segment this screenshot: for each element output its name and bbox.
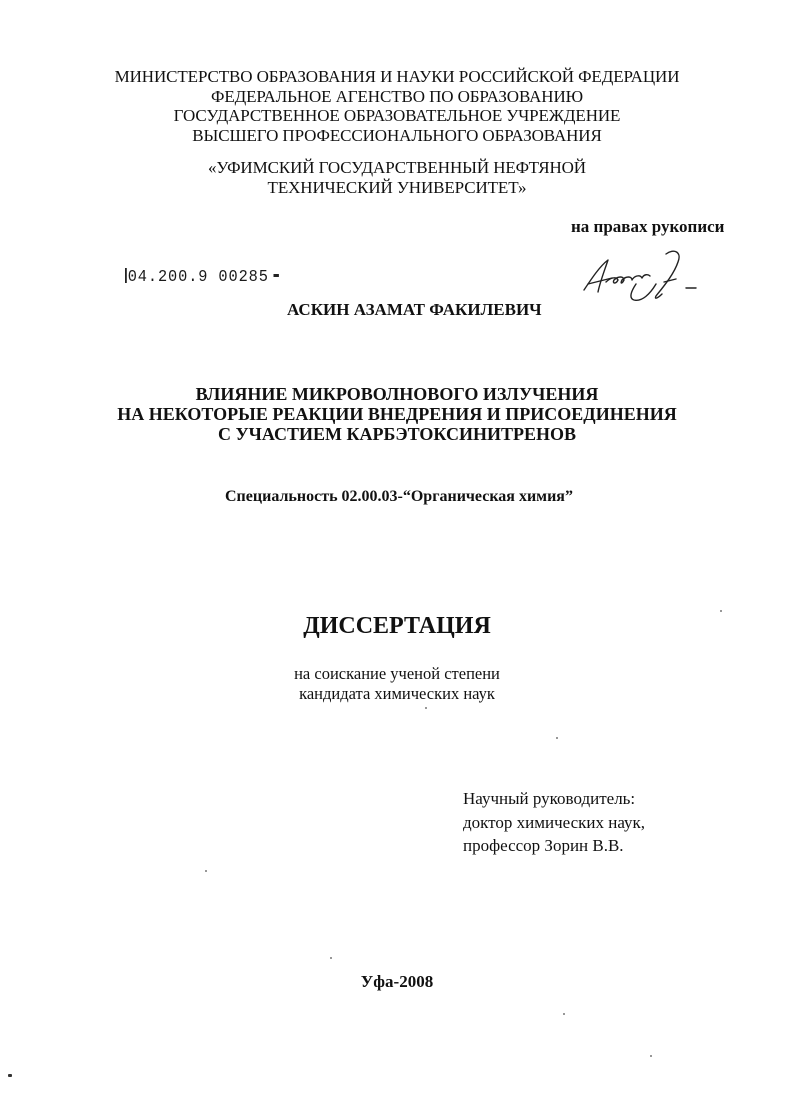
title-line: ВЛИЯНИЕ МИКРОВОЛНОВОГО ИЗЛУЧЕНИЯ	[195, 384, 599, 404]
specialty-line: Специальность 02.00.03-“Органическая химия”	[225, 488, 573, 505]
title-line: НА НЕКОТОРЫЕ РЕАКЦИИ ВНЕДРЕНИЯ И ПРИСОЕДИНЕНИЯ	[117, 404, 677, 424]
header-line: МИНИСТЕРСТВО ОБРАЗОВАНИЯ И НАУКИ РОССИЙСКОЙ ФЕДЕРАЦИИ	[114, 67, 680, 86]
scan-speck	[205, 870, 207, 872]
ministry-header	[0, 67, 794, 145]
stamp-number-text: 04.200.9 00285	[127, 268, 269, 287]
author-name: АСКИН АЗАМАТ ФАКИЛЕВИЧ	[287, 300, 542, 319]
header-line: ФЕДЕРАЛЬНОЕ АГЕНСТВО ПО ОБРАЗОВАНИЮ	[210, 86, 584, 106]
degree-line: на соискание ученой степени	[294, 664, 500, 683]
scan-speck	[563, 1013, 565, 1015]
title-line: С УЧАСТИЕМ КАРБЭТОКСИНИТРЕНОВ	[217, 424, 577, 444]
degree-line: кандидата химических наук	[299, 684, 495, 703]
degree-description	[0, 664, 794, 704]
header-line: ГОСУДАРСТВЕННОЕ ОБРАЗОВАТЕЛЬНОЕ УЧРЕЖДЕНИЕ	[173, 106, 621, 125]
scan-speck	[425, 707, 427, 709]
scan-speck	[650, 1055, 652, 1057]
scientific-supervisor-block	[463, 787, 645, 858]
city-year: Уфа-2008	[360, 972, 434, 991]
document-type-heading: ДИССЕРТАЦИЯ	[303, 613, 491, 639]
stamp-dash-icon	[273, 274, 278, 277]
registration-stamp-number	[125, 268, 279, 287]
scan-speck	[8, 1074, 12, 1077]
scan-speck	[720, 610, 722, 612]
scan-speck	[330, 957, 332, 959]
scan-speck	[556, 737, 558, 739]
supervisor-line: профессор Зорин В.В.	[463, 836, 624, 855]
university-line: ТЕХНИЧЕСКИЙ УНИВЕРСИТЕТ»	[267, 177, 527, 197]
supervisor-line: доктор химических наук,	[463, 812, 646, 832]
manuscript-rights-note: на правах рукописи	[571, 217, 725, 236]
handwritten-signature-icon	[578, 248, 708, 308]
dissertation-title	[0, 384, 794, 444]
header-line: ВЫСШЕГО ПРОФЕССИОНАЛЬНОГО ОБРАЗОВАНИЯ	[192, 125, 602, 145]
university-line: «УФИМСКИЙ ГОСУДАРСТВЕННЫЙ НЕФТЯНОЙ	[208, 158, 586, 177]
university-name	[0, 158, 794, 197]
supervisor-line: Научный руководитель:	[463, 789, 636, 808]
stamp-bar-icon	[125, 268, 127, 283]
